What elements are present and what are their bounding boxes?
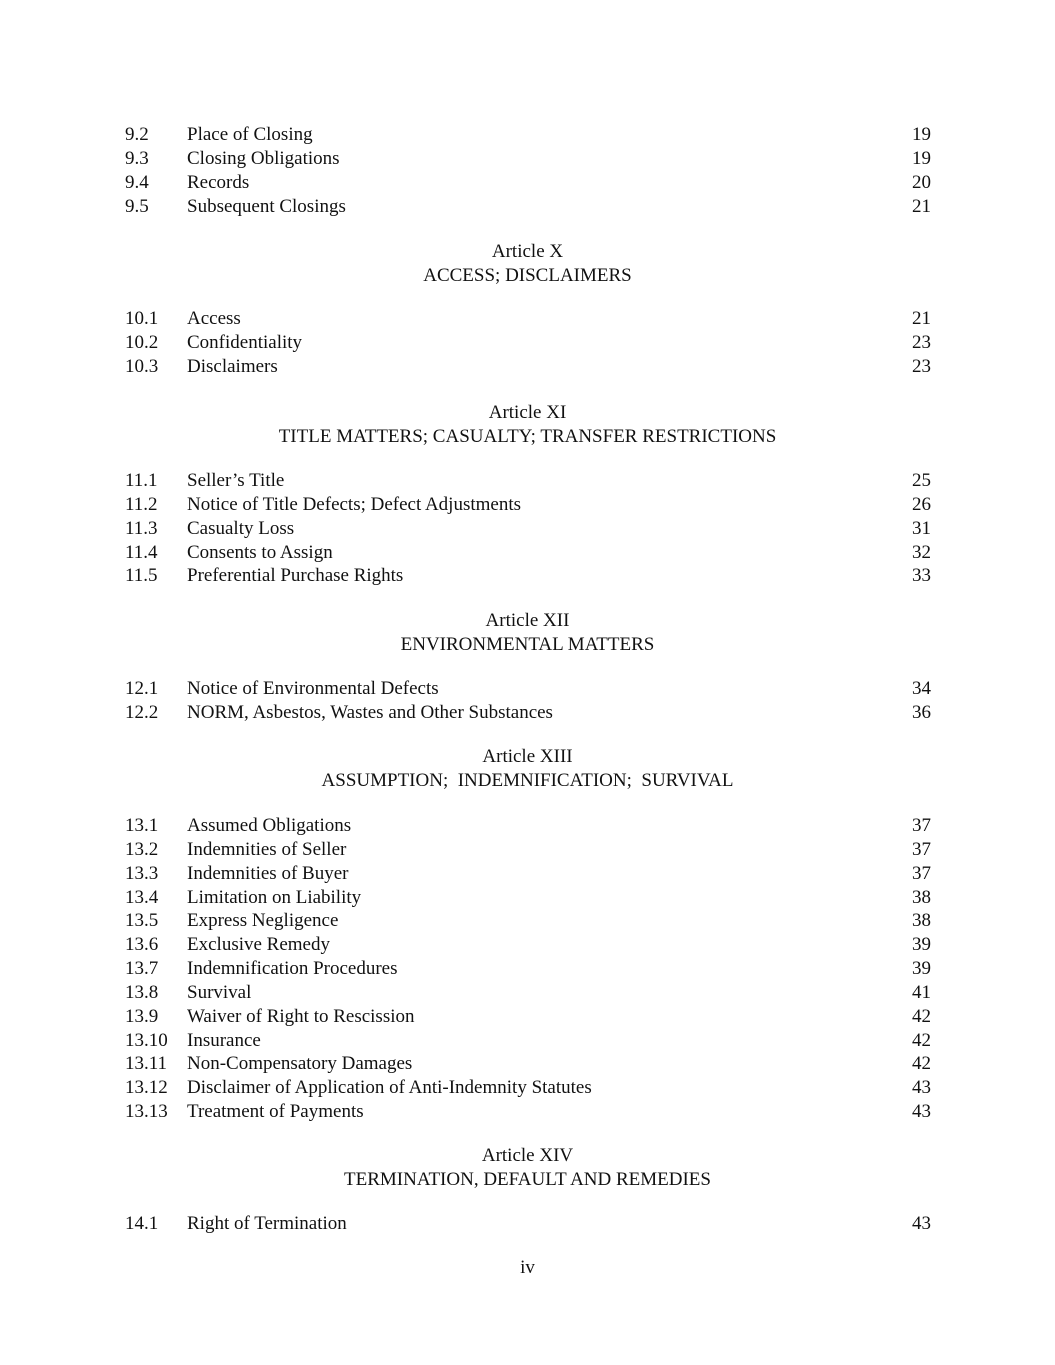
section-page: 34 xyxy=(912,678,931,699)
article-heading-xiv xyxy=(0,1144,1055,1192)
toc-entry xyxy=(0,677,1055,701)
article-title: TITLE MATTERS; CASUALTY; TRANSFER RESTRICTIONS xyxy=(278,426,777,447)
section-title: Notice of Title Defects; Defect Adjustments xyxy=(187,493,522,515)
article-heading-xii xyxy=(0,609,1055,657)
section-title: Right of Termination xyxy=(187,1213,347,1234)
toc-entry xyxy=(0,909,1055,933)
page-number-footer: iv xyxy=(520,1257,535,1278)
section-number: 12.2 xyxy=(125,701,159,723)
section-page: 43 xyxy=(912,1213,931,1234)
section-page: 31 xyxy=(912,517,931,539)
section-page: 37 xyxy=(912,815,931,836)
article-heading-xi xyxy=(0,401,1055,449)
section-title: Insurance xyxy=(187,1029,261,1051)
toc-entry xyxy=(0,147,1055,171)
article-title: TERMINATION, DEFAULT AND REMEDIES xyxy=(344,1169,711,1190)
section-number: 13.13 xyxy=(125,1101,168,1123)
toc-entry xyxy=(0,1052,1055,1076)
section-page: 42 xyxy=(912,1005,931,1027)
toc-entry xyxy=(0,564,1055,588)
toc-entry xyxy=(0,701,1055,725)
toc-entry xyxy=(0,933,1055,957)
article-label: Article XII xyxy=(485,610,570,631)
section-page: 36 xyxy=(912,701,931,723)
section-title: Indemnities of Buyer xyxy=(187,862,349,884)
toc-entry xyxy=(0,957,1055,981)
toc-entry xyxy=(0,1029,1055,1053)
toc-section-article-xiv xyxy=(0,1212,1055,1236)
section-page: 38 xyxy=(912,910,931,932)
toc-section-article-x xyxy=(0,307,1055,379)
toc-entry xyxy=(0,171,1055,195)
section-page: 42 xyxy=(912,1029,931,1051)
section-number: 11.3 xyxy=(125,517,158,539)
toc-section-article-xii xyxy=(0,677,1055,725)
section-title: Consents to Assign xyxy=(187,541,333,563)
section-number: 10.2 xyxy=(125,331,159,353)
section-title: Place of Closing xyxy=(187,124,313,145)
toc-entry xyxy=(0,493,1055,517)
section-page: 37 xyxy=(912,862,931,884)
section-title: Closing Obligations xyxy=(187,147,340,169)
section-number: 10.3 xyxy=(125,355,159,377)
section-number: 11.2 xyxy=(125,493,158,515)
section-number: 9.5 xyxy=(125,195,149,217)
article-label: Article XIV xyxy=(481,1145,574,1166)
toc-entry xyxy=(0,331,1055,355)
section-title: Subsequent Closings xyxy=(187,195,346,217)
article-label: Article XI xyxy=(488,402,567,423)
section-page: 37 xyxy=(912,838,931,860)
section-number: 12.1 xyxy=(125,678,159,699)
article-heading-x xyxy=(0,240,1055,288)
section-number: 13.6 xyxy=(125,934,159,956)
article-label: Article X xyxy=(491,241,564,262)
toc-entry xyxy=(0,814,1055,838)
section-page: 19 xyxy=(912,124,931,145)
toc-entry xyxy=(0,195,1055,219)
toc-entry xyxy=(0,981,1055,1005)
section-title: Notice of Environmental Defects xyxy=(187,678,439,699)
toc-entry xyxy=(0,838,1055,862)
toc-section-article-xi xyxy=(0,469,1055,588)
section-number: 11.4 xyxy=(125,541,158,563)
section-number: 13.2 xyxy=(125,838,159,860)
section-number: 13.7 xyxy=(125,958,159,980)
section-page: 42 xyxy=(912,1053,931,1075)
article-title: ACCESS; DISCLAIMERS xyxy=(423,265,632,286)
section-title: Seller’s Title xyxy=(187,470,285,491)
section-title: Indemnification Procedures xyxy=(187,958,398,980)
section-page: 33 xyxy=(912,565,931,587)
article-label: Article XIII xyxy=(482,746,573,767)
section-title: Access xyxy=(187,308,241,329)
article-heading-xiii xyxy=(0,745,1055,793)
section-title: Preferential Purchase Rights xyxy=(187,565,404,587)
toc-entry xyxy=(0,1076,1055,1100)
section-title: Indemnities of Seller xyxy=(187,838,347,860)
toc-section-article-ix xyxy=(0,123,1055,218)
section-number: 13.8 xyxy=(125,981,159,1003)
section-page: 23 xyxy=(912,355,931,377)
section-page: 21 xyxy=(912,195,931,217)
toc-entry xyxy=(0,541,1055,565)
section-number: 11.5 xyxy=(125,565,158,587)
section-page: 43 xyxy=(912,1101,931,1123)
section-page: 32 xyxy=(912,541,931,563)
section-title: Casualty Loss xyxy=(187,517,295,539)
section-title: Waiver of Right to Rescission xyxy=(187,1005,415,1027)
section-number: 9.2 xyxy=(125,124,149,145)
section-number: 13.9 xyxy=(125,1005,159,1027)
toc-entry xyxy=(0,1100,1055,1124)
toc-entry xyxy=(0,862,1055,886)
toc-entry xyxy=(0,307,1055,331)
section-title: Assumed Obligations xyxy=(187,815,352,836)
section-number: 11.1 xyxy=(125,470,158,491)
toc-entry xyxy=(0,886,1055,910)
section-number: 13.3 xyxy=(125,862,159,884)
section-title: Express Negligence xyxy=(187,910,339,932)
section-page: 19 xyxy=(912,147,931,169)
toc-entry xyxy=(0,1005,1055,1029)
toc-entry xyxy=(0,469,1055,493)
section-page: 39 xyxy=(912,958,931,980)
section-number: 9.3 xyxy=(125,147,149,169)
section-title: Exclusive Remedy xyxy=(187,934,330,956)
section-number: 13.5 xyxy=(125,910,159,932)
section-number: 9.4 xyxy=(125,171,149,193)
section-title: Survival xyxy=(187,981,252,1003)
toc-entry xyxy=(0,355,1055,379)
section-title: Limitation on Liability xyxy=(187,886,362,908)
section-page: 43 xyxy=(912,1077,931,1099)
section-title: Treatment of Payments xyxy=(187,1101,364,1123)
section-page: 41 xyxy=(912,981,931,1003)
section-title: Disclaimer of Application of Anti-Indemnity Statutes xyxy=(187,1077,592,1099)
section-title: Non-Compensatory Damages xyxy=(187,1053,413,1075)
section-number: 13.10 xyxy=(125,1029,168,1051)
section-page: 39 xyxy=(912,934,931,956)
section-title: Confidentiality xyxy=(187,331,303,353)
article-title: ASSUMPTION; INDEMNIFICATION; SURVIVAL xyxy=(321,770,734,791)
section-page: 26 xyxy=(912,493,931,515)
section-number: 13.1 xyxy=(125,815,159,836)
section-number: 13.12 xyxy=(125,1077,168,1099)
toc-section-article-xiii xyxy=(0,814,1055,1124)
section-page: 23 xyxy=(912,331,931,353)
section-title: Disclaimers xyxy=(187,355,278,377)
article-title: ENVIRONMENTAL MATTERS xyxy=(400,634,655,655)
section-title: NORM, Asbestos, Wastes and Other Substances xyxy=(187,701,553,723)
section-number: 13.4 xyxy=(125,886,159,908)
section-page: 21 xyxy=(912,308,931,329)
section-number: 10.1 xyxy=(125,308,159,329)
toc-entry xyxy=(0,123,1055,147)
section-page: 38 xyxy=(912,886,931,908)
toc-entry xyxy=(0,1212,1055,1236)
toc-entry xyxy=(0,517,1055,541)
section-page: 20 xyxy=(912,171,931,193)
section-title: Records xyxy=(187,171,250,193)
section-number: 13.11 xyxy=(125,1053,168,1075)
section-page: 25 xyxy=(912,470,931,491)
section-number: 14.1 xyxy=(125,1213,159,1234)
